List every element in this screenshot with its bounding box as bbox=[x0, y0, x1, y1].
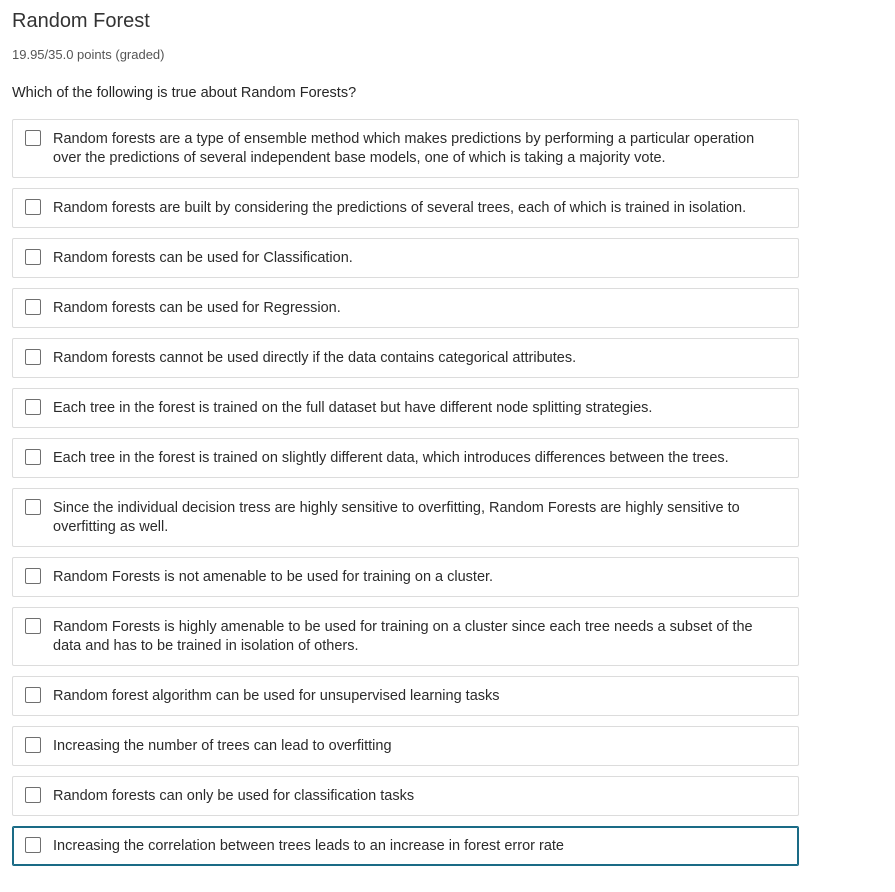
option-label: Each tree in the forest is trained on the full dataset but have different node splitting strategies. bbox=[53, 400, 653, 416]
option-label: Increasing the number of trees can lead to overfitting bbox=[53, 738, 392, 754]
checkbox-7[interactable] bbox=[25, 449, 41, 465]
options-list bbox=[12, 119, 799, 876]
option-label: Random forests are a type of ensemble method which makes predictions by performing a particular operation over the predictions of several independent base models, one of which is taking a majority vote. bbox=[53, 131, 755, 166]
checkbox-12[interactable] bbox=[25, 737, 41, 753]
checkbox-5[interactable] bbox=[25, 349, 41, 365]
option-5[interactable] bbox=[12, 338, 799, 378]
checkbox-13[interactable] bbox=[25, 787, 41, 803]
option-2[interactable] bbox=[12, 188, 799, 228]
option-label: Random forests can only be used for classification tasks bbox=[53, 788, 415, 804]
option-label: Since the individual decision tress are highly sensitive to overfitting, Random Forests are highly sensitive to overfitting as well. bbox=[53, 500, 740, 535]
checkbox-1[interactable] bbox=[25, 130, 41, 146]
checkbox-14[interactable] bbox=[25, 837, 41, 853]
option-4[interactable] bbox=[12, 288, 799, 328]
option-14[interactable] bbox=[12, 826, 799, 866]
option-9[interactable] bbox=[12, 557, 799, 597]
checkbox-4[interactable] bbox=[25, 299, 41, 315]
option-label: Random forests can be used for Regression. bbox=[53, 300, 341, 316]
option-1[interactable] bbox=[12, 119, 799, 178]
problem-title: Random Forest bbox=[12, 10, 150, 32]
option-3[interactable] bbox=[12, 238, 799, 278]
option-8[interactable] bbox=[12, 488, 799, 547]
question-text: Which of the following is true about Random Forests? bbox=[12, 85, 357, 101]
option-label: Random Forests is highly amenable to be used for training on a cluster since each tree needs a subset of the data and has to be trained in isolation of others. bbox=[53, 619, 753, 654]
option-label: Random Forests is not amenable to be used for training on a cluster. bbox=[53, 569, 494, 585]
option-10[interactable] bbox=[12, 607, 799, 666]
option-label: Increasing the correlation between trees leads to an increase in forest error rate bbox=[53, 838, 564, 854]
checkbox-11[interactable] bbox=[25, 687, 41, 703]
checkbox-9[interactable] bbox=[25, 568, 41, 584]
points-graded: 19.95/35.0 points (graded) bbox=[12, 47, 165, 62]
option-12[interactable] bbox=[12, 726, 799, 766]
option-6[interactable] bbox=[12, 388, 799, 428]
checkbox-6[interactable] bbox=[25, 399, 41, 415]
checkbox-2[interactable] bbox=[25, 199, 41, 215]
option-label: Random forests cannot be used directly if the data contains categorical attributes. bbox=[53, 350, 577, 366]
checkbox-3[interactable] bbox=[25, 249, 41, 265]
option-7[interactable] bbox=[12, 438, 799, 478]
option-label: Each tree in the forest is trained on slightly different data, which introduces differences between the trees. bbox=[53, 450, 729, 466]
option-label: Random forests can be used for Classification. bbox=[53, 250, 353, 266]
checkbox-8[interactable] bbox=[25, 499, 41, 515]
option-label: Random forests are built by considering the predictions of several trees, each of which is trained in isolation. bbox=[53, 200, 747, 216]
option-13[interactable] bbox=[12, 776, 799, 816]
checkbox-10[interactable] bbox=[25, 618, 41, 634]
option-label: Random forest algorithm can be used for unsupervised learning tasks bbox=[53, 688, 500, 704]
option-11[interactable] bbox=[12, 676, 799, 716]
